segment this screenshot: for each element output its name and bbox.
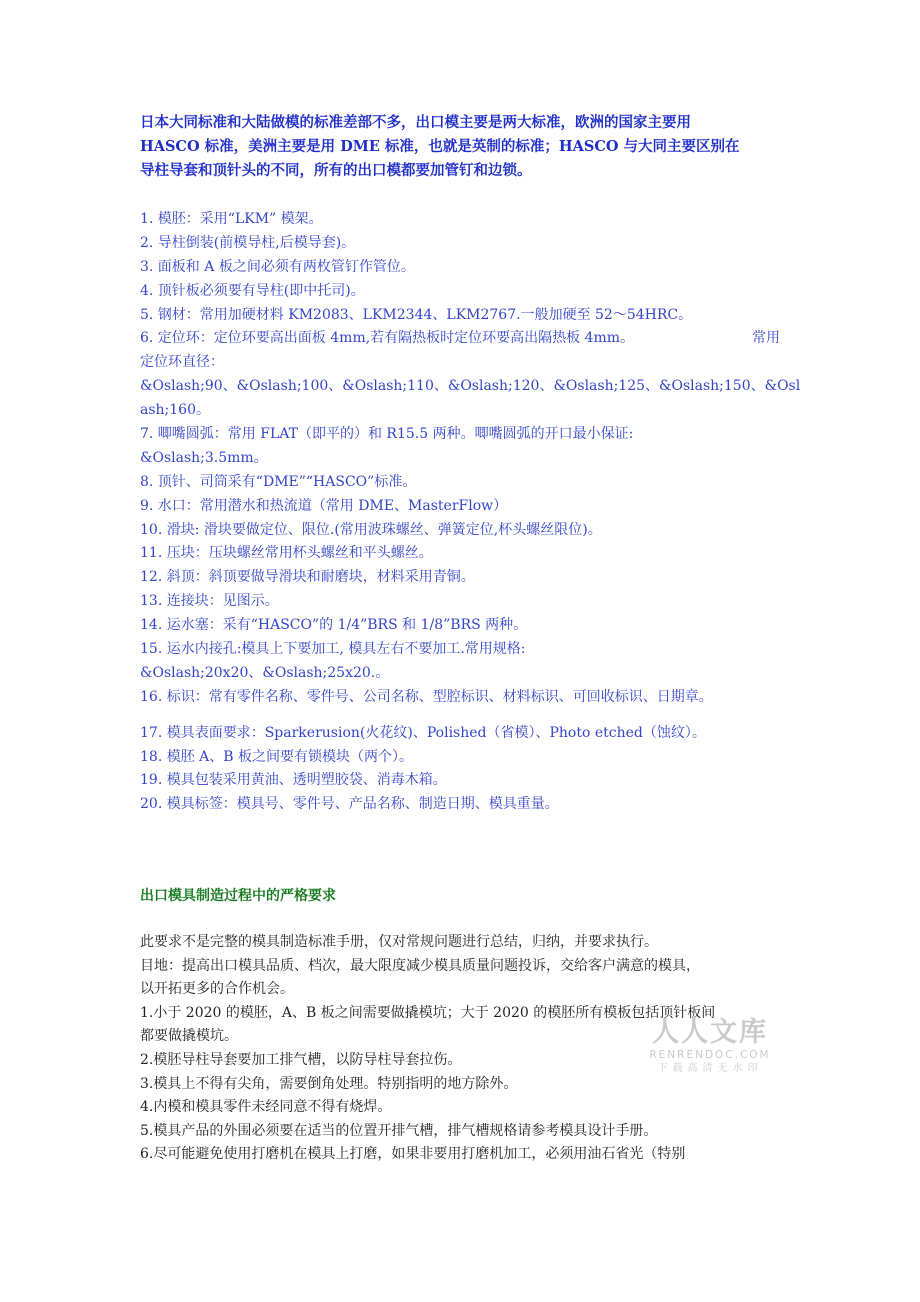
paragraph-line: 以开拓更多的合作机会。 — [140, 981, 294, 998]
list-item: 12. 斜顶：斜顶要做导滑块和耐磨块，材料采用青铜。 — [140, 569, 475, 586]
watermark-logo — [640, 1018, 780, 1076]
intro-line: 日本大同标准和大陆做模的标准差部不多，出口模主要是两大标准，欧洲的国家主要用 — [140, 114, 691, 131]
paragraph-line: 此要求不是完整的模具制造标准手册，仅对常规问题进行总结，归纳，并要求执行。 — [140, 934, 658, 950]
watermark-slogan: 下载高清无水印 — [657, 1063, 763, 1074]
list-item: 5. 钢材：常用加硬材料 KM2083、LKM2344、LKM2767.一般加硬至 52～54HRC。 — [140, 306, 693, 323]
section-heading: 出口模具制造过程中的严格要求 — [140, 888, 336, 904]
watermark-site: RENRENDOC.COM — [649, 1049, 771, 1061]
paragraph-line: 目地：提高出口模具品质、档次，最大限度减少模具质量问题投诉，交给客户满意的模具， — [140, 957, 700, 974]
requirement-item: 2.模胚导柱导套要加工排气槽，以防导柱导套拉伤。 — [140, 1051, 462, 1068]
requirement-item-continuation: 都要做撬模坑。 — [140, 1028, 238, 1045]
standards-list — [140, 208, 800, 817]
requirement-item: 4.内模和模具零件未经同意不得有烧焊。 — [140, 1099, 392, 1116]
list-item: 2. 导柱倒装(前模导柱,后模导套)。 — [140, 234, 356, 251]
spacer — [140, 710, 800, 722]
list-item: 4. 顶针板必须要有导柱(即中托司)。 — [140, 282, 365, 299]
list-item: 9. 水口：常用潜水和热流道（常用 DME、MasterFlow） — [140, 497, 508, 514]
list-item: 8. 顶针、司筒采有“DME”“HASCO”标准。 — [140, 473, 417, 490]
requirement-item: 3.模具上不得有尖角，需要倒角处理。特别指明的地方除外。 — [140, 1075, 518, 1092]
list-item-continuation: &Oslash;90、&Oslash;100、&Oslash;110、&Oslash;120、&Oslash;125、&Oslash;150、&Osl — [140, 378, 801, 395]
list-item-text: 常用 — [752, 330, 780, 347]
list-item — [140, 327, 800, 351]
list-item-continuation: ash;160。 — [140, 402, 210, 419]
list-item: 13. 连接块：见图示。 — [140, 593, 279, 610]
intro-line: HASCO 标准，美洲主要是用 DME 标准，也就是英制的标准；HASCO 与大同主要区别在 — [140, 138, 740, 155]
list-item: 1. 模胚：采用“LKM” 模架。 — [140, 211, 323, 227]
list-item: 17. 模具表面要求：Sparkerusion(火花纹)、Polished（省模）、Photo etched（蚀纹）。 — [140, 724, 706, 741]
requirement-item: 1.小于 2020 的模胚，A、B 板之间需要做撬模坑；大于 2020 的模胚所有模板包括顶针板间 — [140, 1004, 716, 1021]
list-item-continuation: &Oslash;3.5mm。 — [140, 449, 268, 466]
list-item: 16. 标识：常有零件名称、零件号、公司名称、型腔标识、材料标识、可回收标识、日期章。 — [140, 688, 713, 705]
list-item: 7. 唧嘴圆弧：常用 FLAT（即平的）和 R15.5 两种。唧嘴圆弧的开口最小保证: — [140, 426, 634, 443]
watermark-title: 人人文库 — [652, 1017, 768, 1048]
requirement-item: 5.模具产品的外围必须要在适当的位置开排气槽，排气槽规格请参考模具设计手册。 — [140, 1122, 658, 1139]
list-item: 11. 压块：压块螺丝常用杯头螺丝和平头螺丝。 — [140, 545, 433, 562]
list-item-continuation: &Oslash;20x20、&Oslash;25x20.。 — [140, 664, 390, 681]
list-item-text: 6. 定位环：定位环要高出面板 4mm,若有隔热板时定位环要高出隔热板 4mm。 — [140, 330, 635, 347]
list-item: 10. 滑块: 滑块要做定位、限位.(常用波珠螺丝、弹簧定位,杯头螺丝限位)。 — [140, 521, 602, 538]
requirement-item: 6.尽可能避免使用打磨机在模具上打磨，如果非要用打磨机加工，必须用油石省光（特别 — [140, 1146, 686, 1163]
list-item: 14. 运水塞：采有“HASCO”的 1/4”BRS 和 1/8”BRS 两种。 — [140, 617, 528, 634]
list-item-continuation: 定位环直径： — [140, 354, 224, 371]
list-item: 18. 模胚 A、B 板之间要有锁模块（两个）。 — [140, 748, 414, 765]
list-item: 20. 模具标签：模具号、零件号、产品名称、制造日期、模具重量。 — [140, 796, 559, 813]
list-item: 3. 面板和 A 板之间必须有两枚管钉作管位。 — [140, 258, 415, 275]
intro-paragraph — [140, 111, 800, 183]
list-item: 19. 模具包装采用黄油、透明塑胶袋、消毒木箱。 — [140, 772, 447, 789]
list-item: 15. 运水内接孔:模具上下要加工, 模具左右不要加工.常用规格: — [140, 641, 526, 658]
intro-line: 导柱导套和顶针头的不同，所有的出口模都要加管钉和边锁。 — [140, 162, 532, 179]
